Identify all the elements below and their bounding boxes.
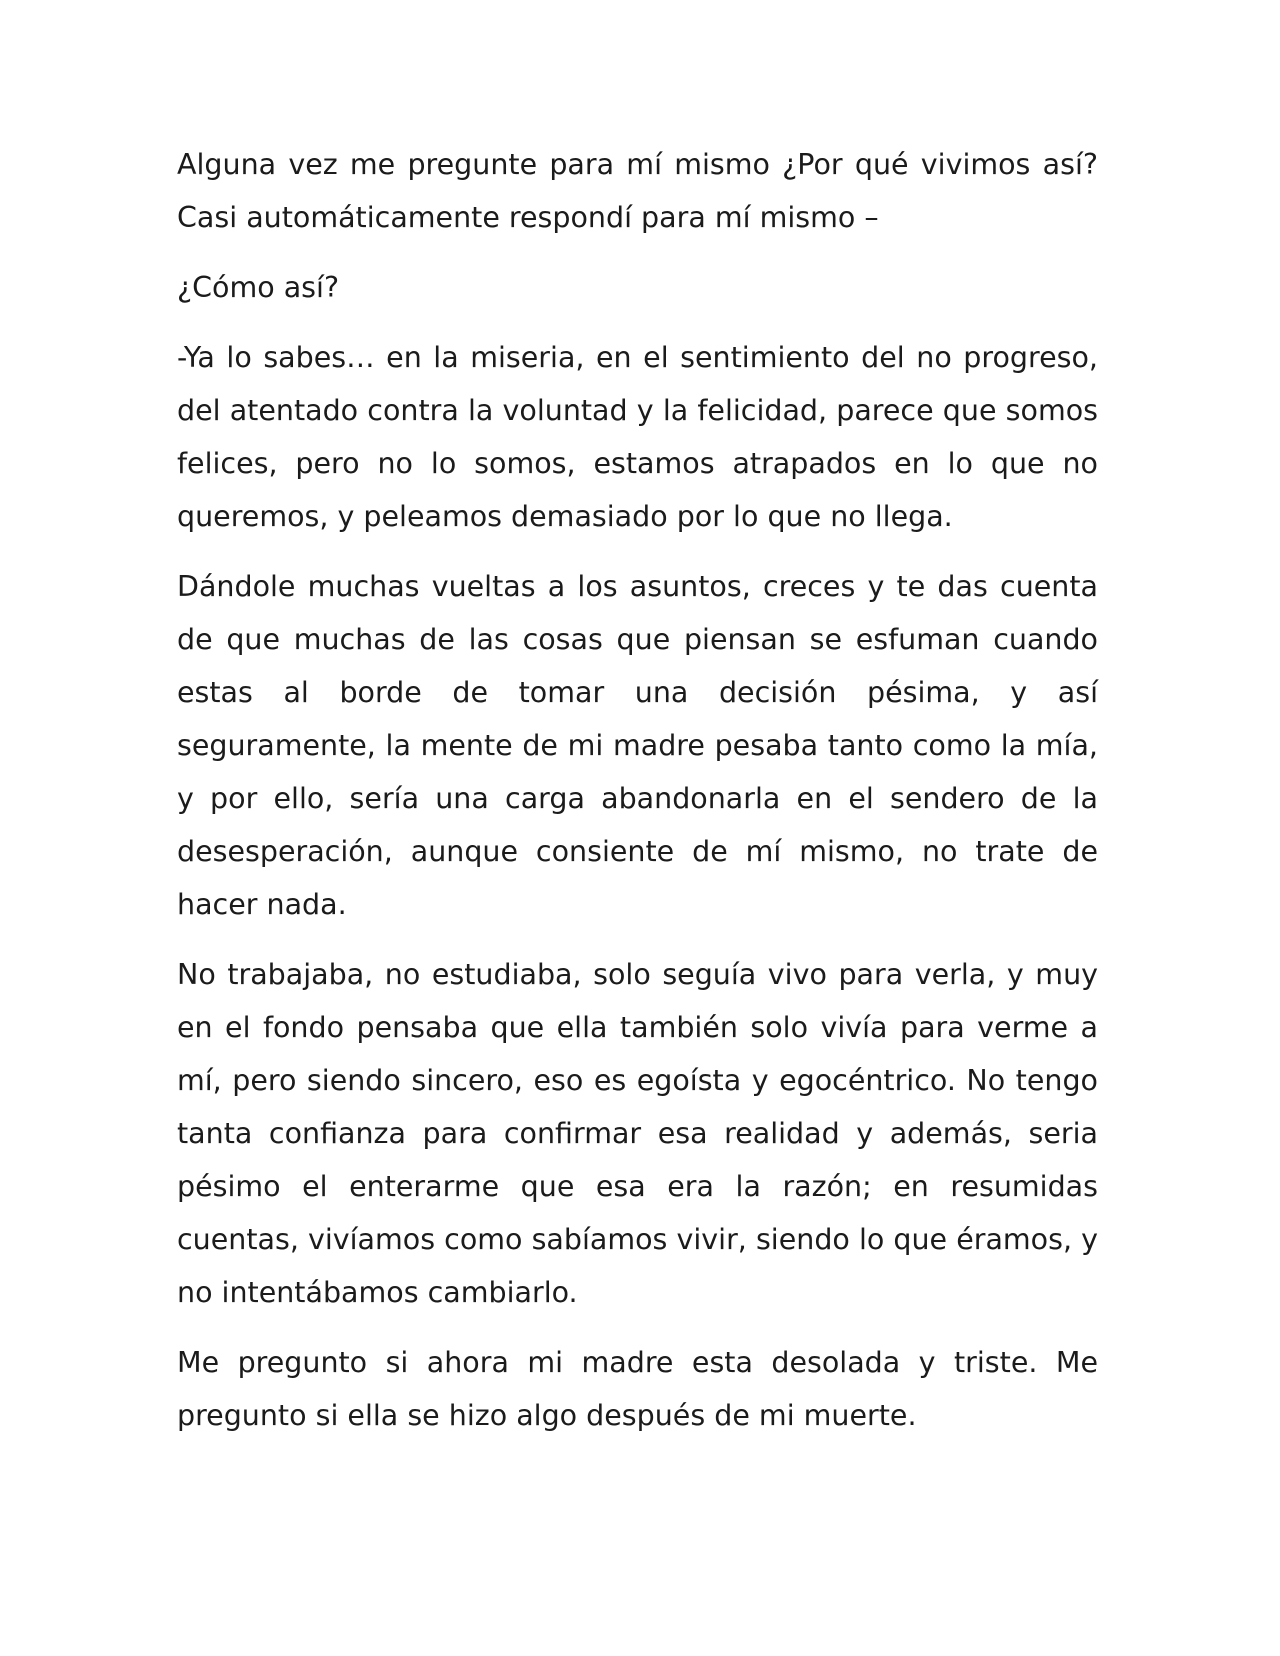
paragraph-1: Alguna vez me pregunte para mí mismo ¿Por qué vivimos así? Casi automáticamente respondí para mí mismo – bbox=[177, 148, 1098, 234]
paragraph-4: Dándole muchas vueltas a los asuntos, creces y te das cuenta de que muchas de las cosas que piensan se esfuman cuando estas al borde de tomar una decisión pésima, y así seguramente, la mente de mi madre pesaba tanto como la mía, y por ello, sería una carga abandonarla en el sendero de la desesperación, aunque consiente de mí mismo, no trate de hacer nada. bbox=[177, 570, 1098, 921]
paragraph-5: No trabajaba, no estudiaba, solo seguía vivo para verla, y muy en el fondo pensaba que ella también solo vivía para verme a mí, pero siendo sincero, eso es egoísta y egocéntrico. No tengo tanta confianza para confirmar esa realidad y además, seria pésimo el enterarme que esa era la razón; en resumidas cuentas, vivíamos como sabíamos vivir, siendo lo que éramos, y no intentábamos cambiarlo. bbox=[177, 958, 1098, 1309]
paragraph-6: Me pregunto si ahora mi madre esta desolada y triste. Me pregunto si ella se hizo algo después de mi muerte. bbox=[177, 1346, 1098, 1432]
paragraph-3: -Ya lo sabes… en la miseria, en el sentimiento del no progreso, del atentado contra la voluntad y la felicidad, parece que somos felices, pero no lo somos, estamos atrapados en lo que no queremos, y peleamos demasiado por lo que no llega. bbox=[177, 341, 1098, 533]
document-page bbox=[177, 138, 1098, 1459]
paragraph-2: ¿Cómo así? bbox=[177, 271, 340, 304]
